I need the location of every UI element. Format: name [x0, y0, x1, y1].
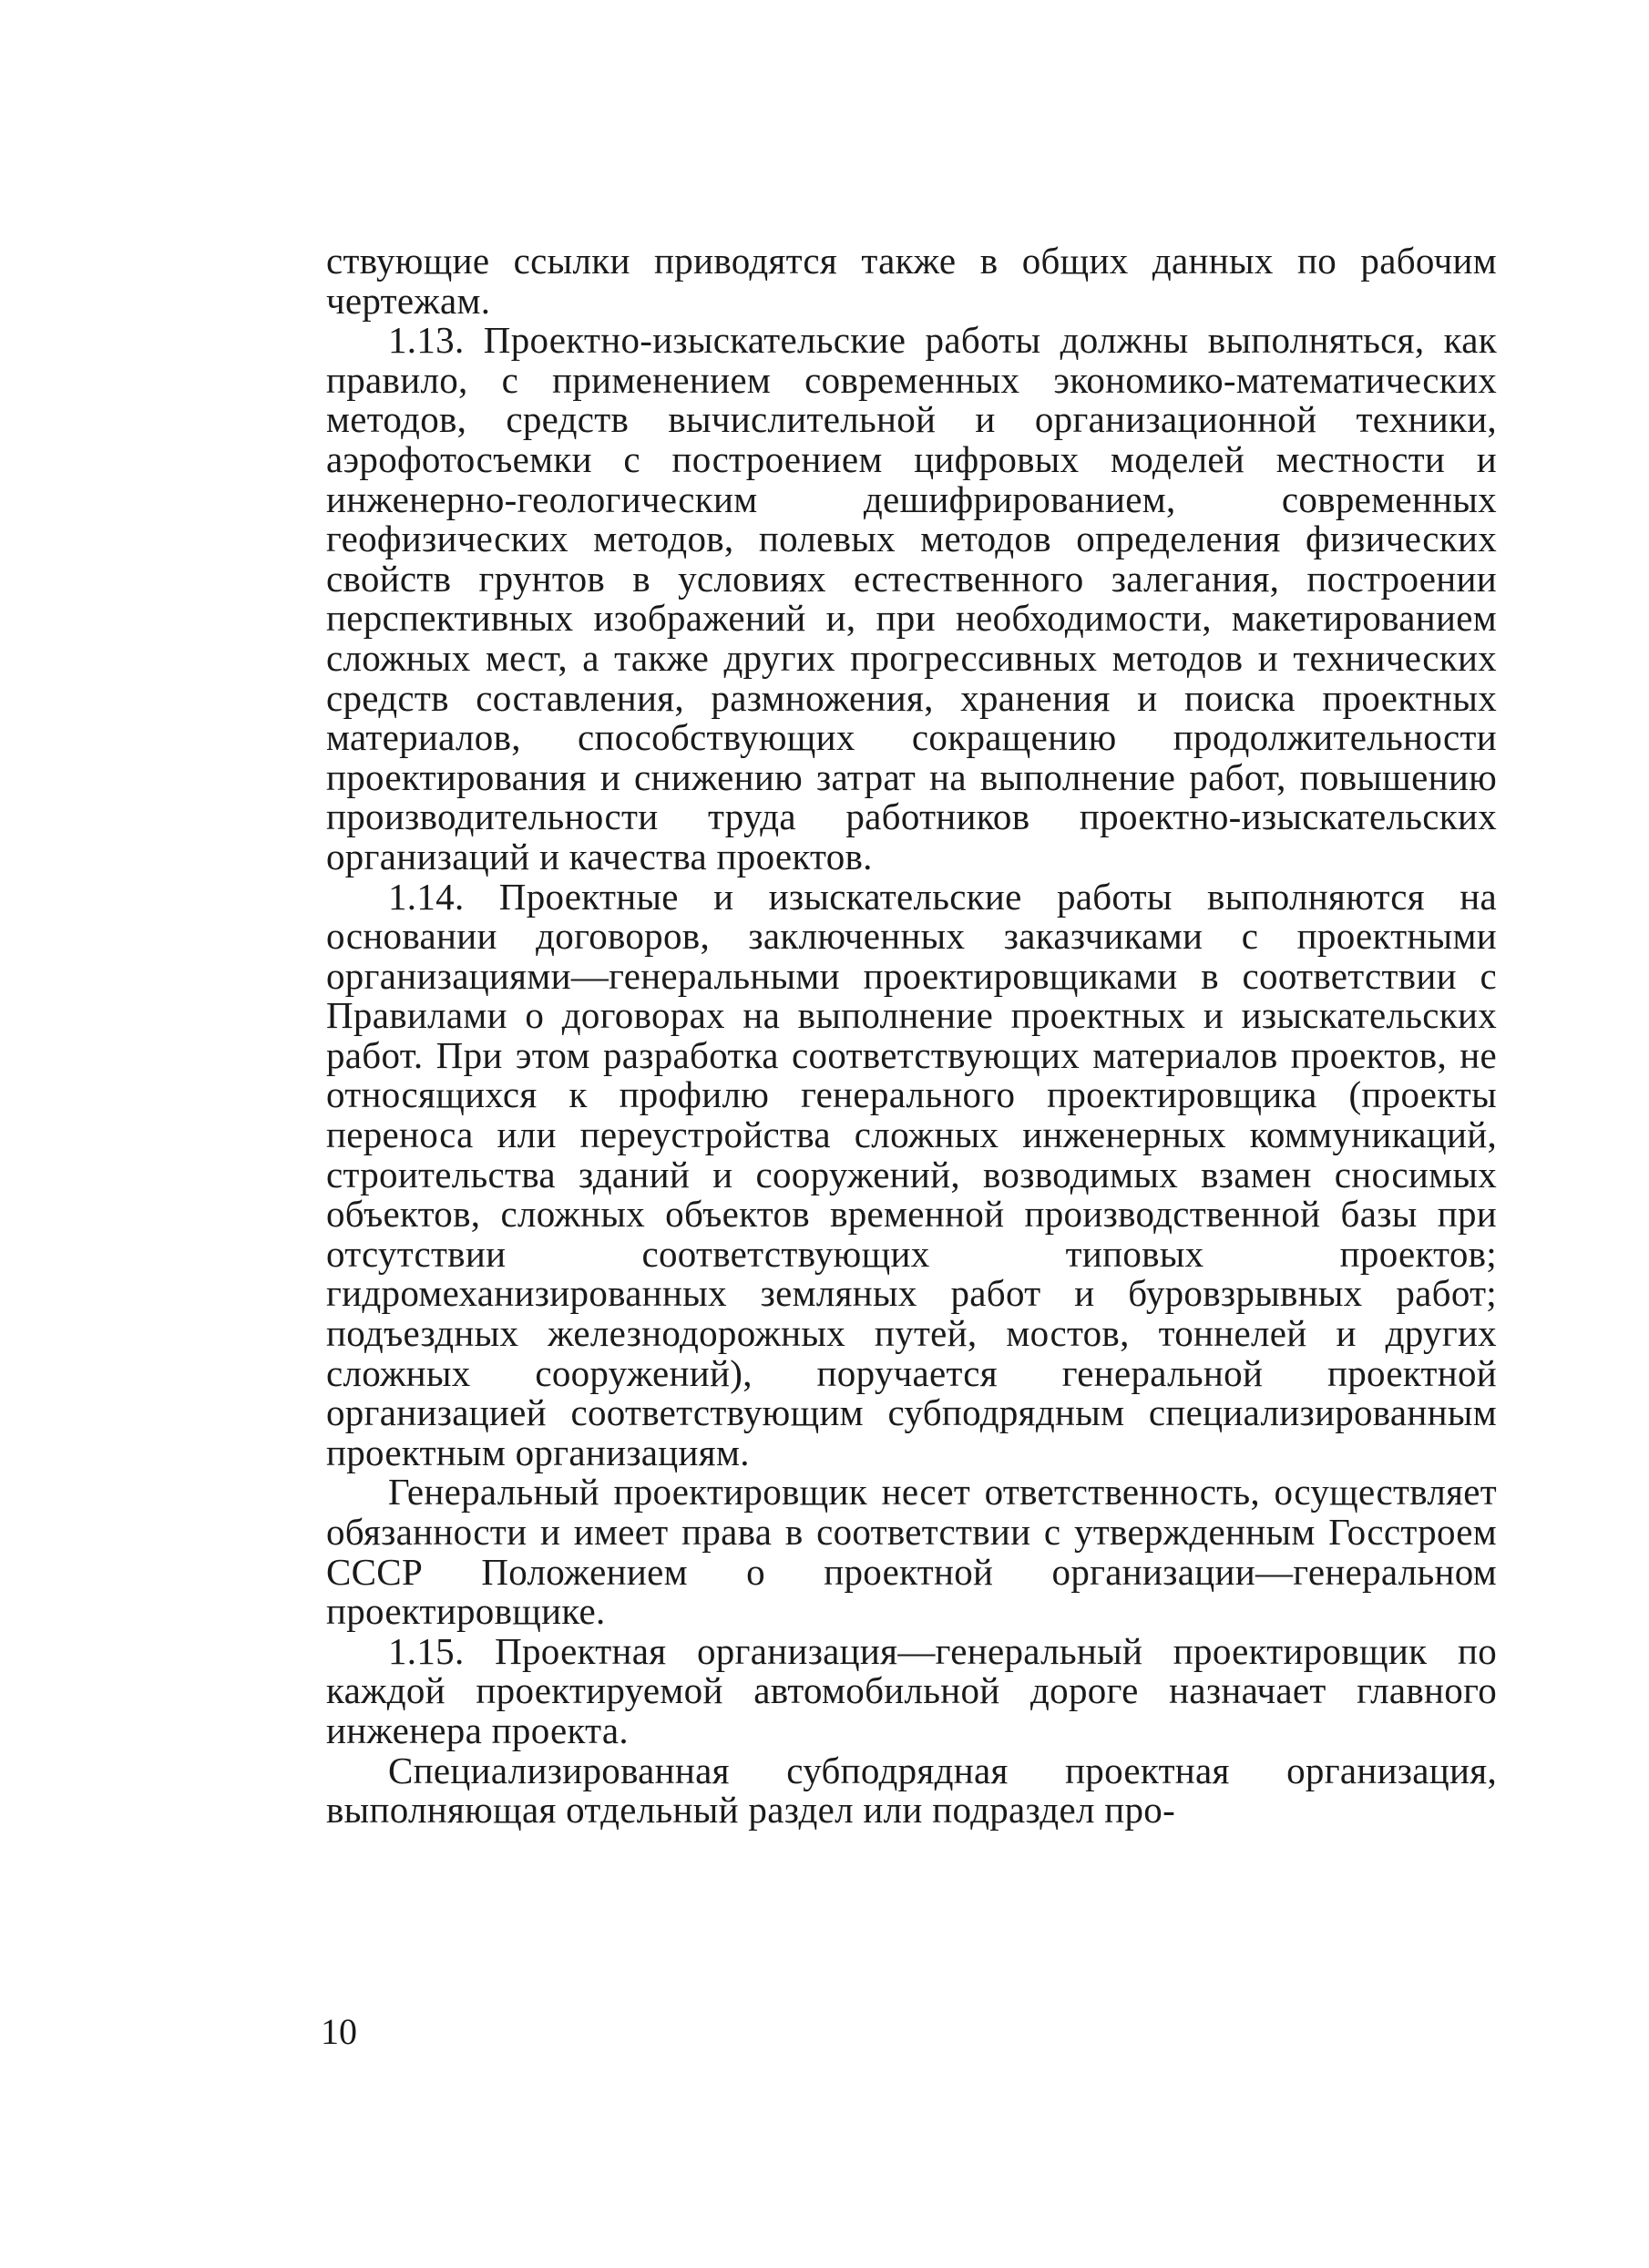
- page-number: 10: [321, 2011, 357, 2052]
- paragraph-general-designer: Генеральный проектировщик несет ответственность, осуществляет обязанности и имеет права в соответствии с утвержденным Госстроем СССР Положением о проектной организации—генеральном проектировщике.: [326, 1471, 1497, 1633]
- paragraph-1-13: 1.13. Проектно-изыскательские работы должны выполняться, как правило, с применением современных экономико-математических методов, средств вычислительной и организационной техники, аэрофотосъемки с построением цифровых моделей местности и инженерно-геологическим дешифрированием, современных геофизических методов, полевых методов определения физических свойств грунтов в условиях естественного залегания, построении перспективных изображений и, при необходимости, макетированием сложных мест, а также других прогрессивных методов и технических средств составления, размножения, хранения и поиска проектных материалов, способствующих сокращению продолжительности проектирования и снижению затрат на выполнение работ, повышению производительности труда работников проектно-изыскательских организаций и качества проектов.: [326, 319, 1497, 877]
- paragraph-1-15: 1.15. Проектная организация—генеральный проектировщик по каждой проектируемой автомобильной дороге назначает главного инженера проекта.: [326, 1629, 1497, 1751]
- body-text: [326, 241, 1497, 1831]
- paragraph-subcontractor: Специализированная субподрядная проектная организация, выполняющая отдельный раздел или подраздел про-: [326, 1749, 1497, 1832]
- paragraph-1-14: 1.14. Проектные и изыскательские работы выполняются на основании договоров, заключенных заказчиками с проектными организациями—генеральными проектировщиками в соответствии с Правилами о договорах на выполнение проектных и изыскательских работ. При этом разработка соответствующих материалов проектов, не относящихся к профилю генерального проектировщика (проекты переноса или переустройства сложных инженерных коммуникаций, строительства зданий и сооружений, возводимых взамен сносимых объектов, сложных объектов временной производственной базы при отсутствии соответствующих типовых проектов; гидромеханизированных земляных работ и буровзрывных работ; подъездных железнодорожных путей, мостов, тоннелей и других сложных сооружений), поручается генеральной проектной организацией соответствующим субподрядным специализированным проектным организациям.: [326, 875, 1497, 1473]
- paragraph-continuation: ствующие ссылки приводятся также в общих данных по рабочим чертежам.: [326, 240, 1497, 322]
